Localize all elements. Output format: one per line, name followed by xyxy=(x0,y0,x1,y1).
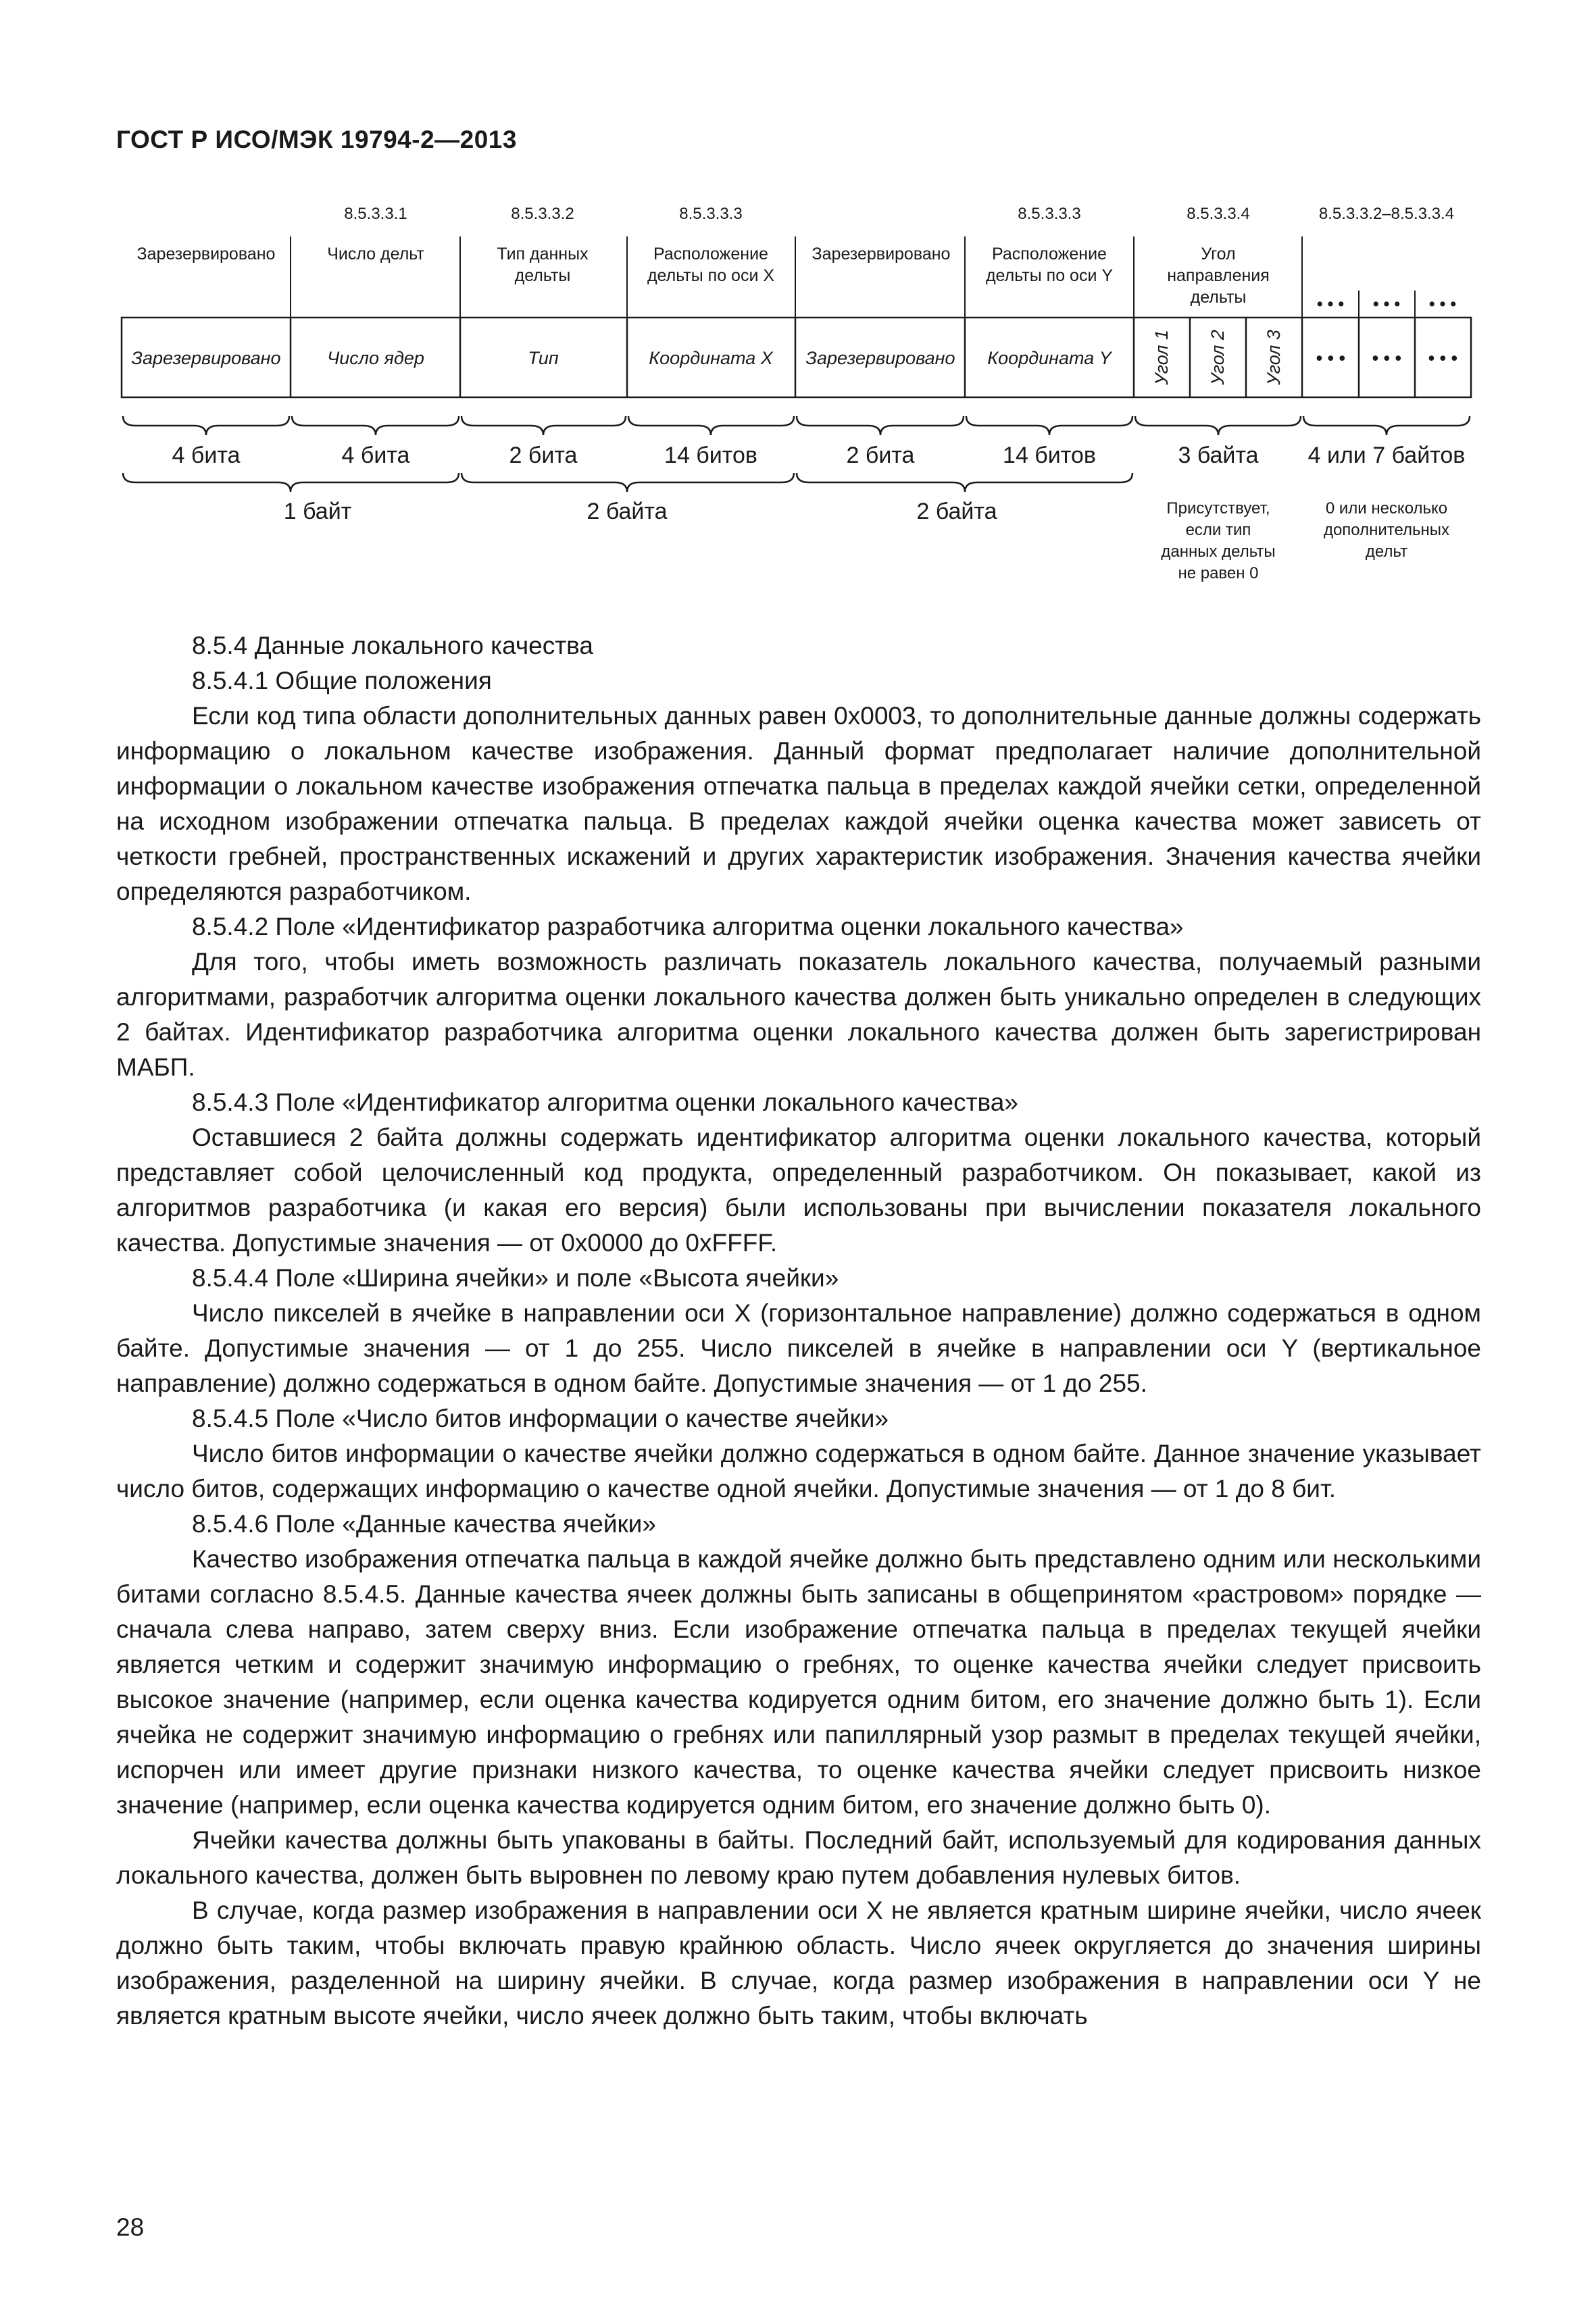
section-heading: 8.5.4.3 Поле «Идентификатор алгоритма оценки локального качества» xyxy=(192,1088,1018,1116)
cell-type: Тип xyxy=(528,348,559,368)
paragraph: Число битов информации о качестве ячейки должно содержаться в одном байте. Данное значение указывает число битов, содержащих информацию о качестве одной ячейки. Допустимые значения — от 1 до 8 бит. xyxy=(116,1440,1481,1503)
delta-structure-diagram xyxy=(0,0,1596,608)
cell-coord-x: Координата X xyxy=(649,348,773,368)
document-body xyxy=(116,628,1481,2034)
angle-note: не равен 0 xyxy=(1178,564,1259,582)
paragraph: Если код типа области дополнительных данных равен 0x0003, то дополнительные данные должны содержать информацию о локальном качестве изображения. Данный формат предполагает наличие дополнительной информации о локальном качестве изображения отпечатка пальца в пределах каждой ячейки сетки, определенной на исходном изображении отпечатка пальца. В пределах каждой ячейки оценка качества может зависеть от четкости гребней, пространственных искажений и других характеристик изображения. Значения качества ячейки определяются разработчиком. xyxy=(116,702,1481,905)
bit-width-label: 2 бита xyxy=(846,443,915,468)
section-heading: 8.5.4.1 Общие положения xyxy=(192,667,492,695)
cell-ellipsis: • • • xyxy=(1372,348,1401,368)
cell-coord-y: Координата Y xyxy=(987,348,1112,368)
label-ellipsis: • • • xyxy=(1316,295,1345,313)
label-delta-pos-x: дельты по оси X xyxy=(647,266,775,285)
bit-width-label: 4 бита xyxy=(172,443,241,468)
label-angle: дельты xyxy=(1190,288,1247,307)
bit-width-label: 2 бита xyxy=(509,443,578,468)
angle-note: Присутствует, xyxy=(1166,499,1270,518)
page-number: 28 xyxy=(116,2213,145,2241)
paragraph: Оставшиеся 2 байта должны содержать идентификатор алгоритма оценки локального качества, который представляет собой целочисленный код продукта, определенный разработчиком. Он показывает, какой из алгоритмов разработчика (и какая его версия) были использованы при вычислении показателя локального качества. Допустимые значения — от 0x0000 до 0xFFFF. xyxy=(116,1124,1481,1257)
section-heading: 8.5.4.2 Поле «Идентификатор разработчика алгоритма оценки локального качества» xyxy=(192,913,1184,940)
cell-core-count: Число ядер xyxy=(327,348,424,368)
section-ref: 8.5.3.3.3 xyxy=(679,205,743,223)
cell-reserved: Зарезервировано xyxy=(131,348,281,368)
label-delta-pos-y: дельты по оси Y xyxy=(985,266,1114,285)
bit-width-label: 4 или 7 байтов xyxy=(1307,443,1466,468)
byte-group-label: 2 байта xyxy=(916,499,997,524)
section-heading: 8.5.4 Данные локального качества xyxy=(192,632,593,659)
bit-width-label: 4 бита xyxy=(341,443,410,468)
cell-angle-2: Угол 2 xyxy=(1207,330,1228,385)
cell-reserved: Зарезервировано xyxy=(805,348,955,368)
paragraph: Качество изображения отпечатка пальца в каждой ячейке должно быть представлено одним или несколькими битами согласно 8.5.4.5. Данные качества ячеек должны быть записаны в общепринятом «растровом» порядке — сначала слева направо, затем сверху вниз. Если изображение отпечатка пальца в пределах текущей ячейки является четким и содержит значимую информацию о гребнях, то оценке качества ячейки следует присвоить высокое значение (например, если оценка качества кодируется одним битом, его значение должно быть 1). Если ячейка не содержит значимую информацию о гребнях или папиллярный узор размыт в пределах текущей ячейки, испорчен или имеет другие признаки низкого качества, то оценке качества ячейки следует присвоить низкое значение (например, если оценка качества кодируется одним битом, его значение должно быть 0). xyxy=(116,1545,1481,1819)
cell-ellipsis: • • • xyxy=(1428,348,1457,368)
section-ref: 8.5.3.3.1 xyxy=(344,205,407,223)
label-reserved: Зарезервировано xyxy=(812,245,951,263)
paragraph: Для того, чтобы иметь возможность различать показатель локального качества, получаемый разными алгоритмами, разработчик алгоритма оценки локального качества должен быть уникально определен в следующих 2 байтах. Идентификатор разработчика алгоритма оценки локального качества должен быть зарегистрирован МАБП. xyxy=(116,948,1481,1081)
byte-group-label: 1 байт xyxy=(283,499,352,524)
label-reserved: Зарезервировано xyxy=(136,245,276,263)
cell-ellipsis: • • • xyxy=(1316,348,1345,368)
document-header: ГОСТ Р ИСО/МЭК 19794-2—2013 xyxy=(116,126,517,153)
label-angle: Угол xyxy=(1201,245,1236,263)
label-delta-type: Тип данных xyxy=(497,245,589,263)
bit-width-label: 14 битов xyxy=(664,443,757,468)
cell-angle-1: Угол 1 xyxy=(1151,330,1172,385)
label-ellipsis: • • • xyxy=(1428,295,1457,313)
bit-width-label: 3 байта xyxy=(1178,443,1259,468)
additional-deltas-note: дельт xyxy=(1365,543,1408,561)
section-ref: 8.5.3.3.3 xyxy=(1018,205,1081,223)
additional-deltas-note: 0 или несколько xyxy=(1325,499,1448,518)
section-ref: 8.5.3.3.2–8.5.3.3.4 xyxy=(1318,205,1455,223)
additional-deltas-note: дополнительных xyxy=(1323,521,1450,539)
label-delta-type: дельты xyxy=(514,266,571,285)
cell-angle-3: Угол 3 xyxy=(1264,330,1284,385)
angle-note: данных дельты xyxy=(1161,543,1276,561)
paragraph: В случае, когда размер изображения в направлении оси X не является кратным ширине ячейки, число ячеек должно быть таким, чтобы включать правую крайнюю область. Число ячеек округляется до значения ширины изображения, разделенной на ширину ячейки. В случае, когда размер изображения в направлении оси Y не является кратным высоте ячейки, число ячеек должно быть таким, чтобы включать xyxy=(116,1896,1481,2030)
paragraph: Ячейки качества должны быть упакованы в байты. Последний байт, используемый для кодирования данных локального качества, должен быть выровнен по левому краю путем добавления нулевых битов. xyxy=(116,1826,1481,1889)
label-delta-pos-x: Расположение xyxy=(653,245,768,263)
section-ref: 8.5.3.3.4 xyxy=(1187,205,1250,223)
section-heading: 8.5.4.5 Поле «Число битов информации о качестве ячейки» xyxy=(192,1405,889,1432)
bit-width-label: 14 битов xyxy=(1003,443,1096,468)
label-ellipsis: • • • xyxy=(1372,295,1401,313)
section-heading: 8.5.4.6 Поле «Данные качества ячейки» xyxy=(192,1510,656,1538)
label-delta-count: Число дельт xyxy=(327,245,424,263)
section-heading: 8.5.4.4 Поле «Ширина ячейки» и поле «Высота ячейки» xyxy=(192,1264,839,1292)
section-ref: 8.5.3.3.2 xyxy=(511,205,574,223)
angle-note: если тип xyxy=(1185,521,1251,539)
label-delta-pos-y: Расположение xyxy=(992,245,1107,263)
paragraph: Число пикселей в ячейке в направлении оси X (горизонтальное направление) должно содержаться в одном байте. Допустимые значения — от 1 до 255. Число пикселей в ячейке в направлении оси Y (вертикальное направление) должно содержаться в одном байте. Допустимые значения — от 1 до 255. xyxy=(116,1299,1481,1397)
label-angle: направления xyxy=(1167,266,1270,285)
byte-group-label: 2 байта xyxy=(587,499,668,524)
